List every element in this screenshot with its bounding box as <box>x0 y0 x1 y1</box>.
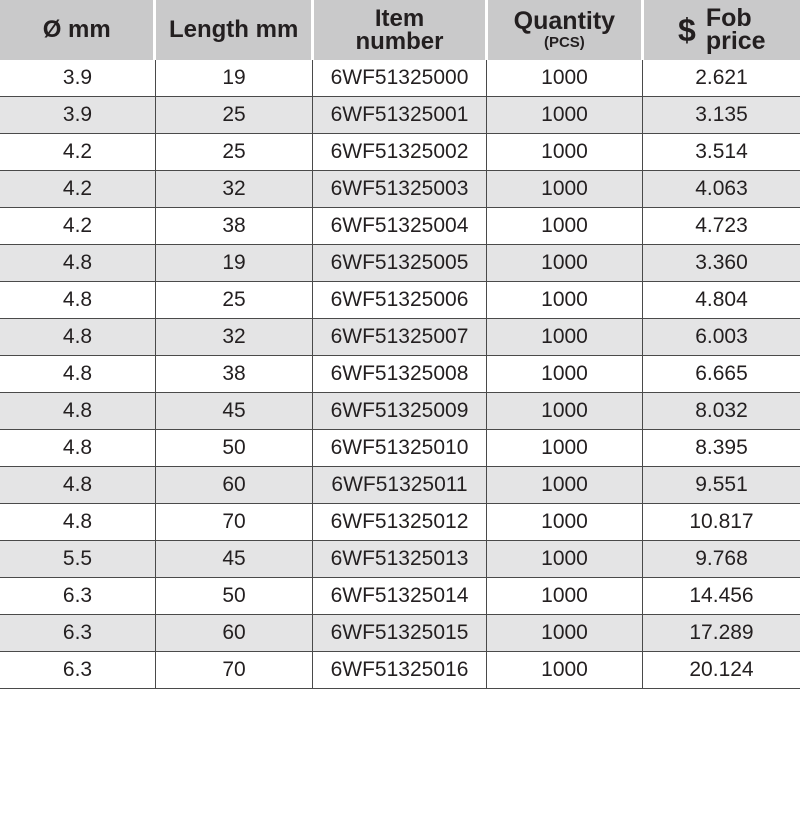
table-row <box>0 430 800 467</box>
header-diameter: Ø mm <box>0 0 153 60</box>
cell-length: 32 <box>156 319 313 355</box>
table-row <box>0 97 800 134</box>
table-row <box>0 504 800 541</box>
table-row <box>0 356 800 393</box>
table-row <box>0 615 800 652</box>
cell-diameter: 4.8 <box>0 467 156 503</box>
header-item-line1: Item <box>374 5 425 32</box>
table-row <box>0 171 800 208</box>
cell-length: 32 <box>156 171 313 207</box>
cell-price: 8.032 <box>695 399 748 422</box>
cell-item-number: 6WF51325005 <box>313 245 487 281</box>
cell-price: 17.289 <box>689 621 754 644</box>
cell-diameter: 4.8 <box>0 393 156 429</box>
header-fob-line2: price <box>705 27 766 55</box>
table-row <box>0 319 800 356</box>
cell-item-number: 6WF51325010 <box>313 430 487 466</box>
cell-item-number: 6WF51325014 <box>313 578 487 614</box>
cell-diameter: 6.3 <box>0 578 156 614</box>
cell-length: 38 <box>156 356 313 392</box>
cell-diameter: 4.2 <box>0 171 156 207</box>
cell-length: 25 <box>156 134 313 170</box>
cell-quantity: 1000 <box>487 393 643 429</box>
cell-diameter: 4.2 <box>0 208 156 244</box>
cell-item-number: 6WF51325002 <box>313 134 487 170</box>
table-row <box>0 541 800 578</box>
cell-diameter: 6.3 <box>0 652 156 688</box>
header-item-number <box>314 0 485 60</box>
cell-diameter: 4.2 <box>0 134 156 170</box>
cell-price: 6.665 <box>695 362 748 385</box>
table-row <box>0 134 800 171</box>
cell-item-number: 6WF51325004 <box>313 208 487 244</box>
cell-length: 45 <box>156 541 313 577</box>
cell-quantity: 1000 <box>487 60 643 96</box>
cell-quantity: 1000 <box>487 356 643 392</box>
cell-item-number: 6WF51325008 <box>313 356 487 392</box>
cell-quantity: 1000 <box>487 652 643 688</box>
cell-diameter: 4.8 <box>0 356 156 392</box>
cell-length: 25 <box>156 282 313 318</box>
header-quantity <box>488 0 640 60</box>
cell-length: 19 <box>156 60 313 96</box>
cell-quantity: 1000 <box>487 615 643 651</box>
header-fob-line1: Fob <box>705 4 752 32</box>
cell-price: 3.514 <box>695 140 748 163</box>
cell-quantity: 1000 <box>487 134 643 170</box>
cell-price: 4.804 <box>695 288 748 311</box>
cell-length: 60 <box>156 615 313 651</box>
table-body <box>0 60 800 689</box>
header-quantity-label: Quantity <box>513 7 616 35</box>
header-item-line2: number <box>355 28 444 55</box>
header-length: Length mm <box>156 0 310 60</box>
cell-price: 9.551 <box>695 473 748 496</box>
table-row <box>0 282 800 319</box>
cell-price: 4.063 <box>695 177 748 200</box>
cell-diameter: 4.8 <box>0 245 156 281</box>
cell-price: 8.395 <box>695 436 748 459</box>
cell-price: 9.768 <box>695 547 748 570</box>
cell-diameter: 4.8 <box>0 319 156 355</box>
cell-diameter: 4.8 <box>0 504 156 540</box>
cell-price: 2.621 <box>695 66 748 89</box>
cell-item-number: 6WF51325013 <box>313 541 487 577</box>
header-quantity-unit: (PCS) <box>543 34 585 51</box>
cell-quantity: 1000 <box>487 578 643 614</box>
cell-length: 70 <box>156 504 313 540</box>
cell-quantity: 1000 <box>487 171 643 207</box>
cell-quantity: 1000 <box>487 282 643 318</box>
cell-item-number: 6WF51325011 <box>313 467 487 503</box>
cell-item-number: 6WF51325000 <box>313 60 487 96</box>
cell-item-number: 6WF51325012 <box>313 504 487 540</box>
cell-diameter: 3.9 <box>0 60 156 96</box>
table-row <box>0 467 800 504</box>
cell-quantity: 1000 <box>487 245 643 281</box>
cell-diameter: 3.9 <box>0 97 156 133</box>
cell-price: 14.456 <box>689 584 754 607</box>
table-row <box>0 245 800 282</box>
cell-price: 4.723 <box>695 214 748 237</box>
cell-item-number: 6WF51325007 <box>313 319 487 355</box>
dollar-icon: $ <box>678 11 696 48</box>
cell-quantity: 1000 <box>487 319 643 355</box>
cell-length: 50 <box>156 430 313 466</box>
cell-length: 38 <box>156 208 313 244</box>
table-row <box>0 578 800 615</box>
cell-quantity: 1000 <box>487 541 643 577</box>
cell-diameter: 4.8 <box>0 430 156 466</box>
cell-length: 70 <box>156 652 313 688</box>
cell-diameter: 6.3 <box>0 615 156 651</box>
table-row <box>0 60 800 97</box>
table-row <box>0 393 800 430</box>
cell-price: 20.124 <box>689 658 754 681</box>
cell-quantity: 1000 <box>487 504 643 540</box>
cell-length: 25 <box>156 97 313 133</box>
cell-item-number: 6WF51325003 <box>313 171 487 207</box>
cell-quantity: 1000 <box>487 97 643 133</box>
cell-quantity: 1000 <box>487 467 643 503</box>
cell-length: 45 <box>156 393 313 429</box>
cell-diameter: 5.5 <box>0 541 156 577</box>
cell-item-number: 6WF51325009 <box>313 393 487 429</box>
table-header <box>0 0 800 60</box>
cell-item-number: 6WF51325016 <box>313 652 487 688</box>
cell-length: 50 <box>156 578 313 614</box>
cell-price: 3.360 <box>695 251 748 274</box>
cell-item-number: 6WF51325006 <box>313 282 487 318</box>
cell-length: 19 <box>156 245 313 281</box>
cell-item-number: 6WF51325015 <box>313 615 487 651</box>
table-row <box>0 652 800 689</box>
cell-price: 6.003 <box>695 325 748 348</box>
cell-price: 3.135 <box>695 103 748 126</box>
cell-item-number: 6WF51325001 <box>313 97 487 133</box>
cell-price: 10.817 <box>689 510 754 533</box>
cell-quantity: 1000 <box>487 208 643 244</box>
cell-quantity: 1000 <box>487 430 643 466</box>
cell-length: 60 <box>156 467 313 503</box>
header-fob-price <box>644 0 800 60</box>
cell-diameter: 4.8 <box>0 282 156 318</box>
table-row <box>0 208 800 245</box>
